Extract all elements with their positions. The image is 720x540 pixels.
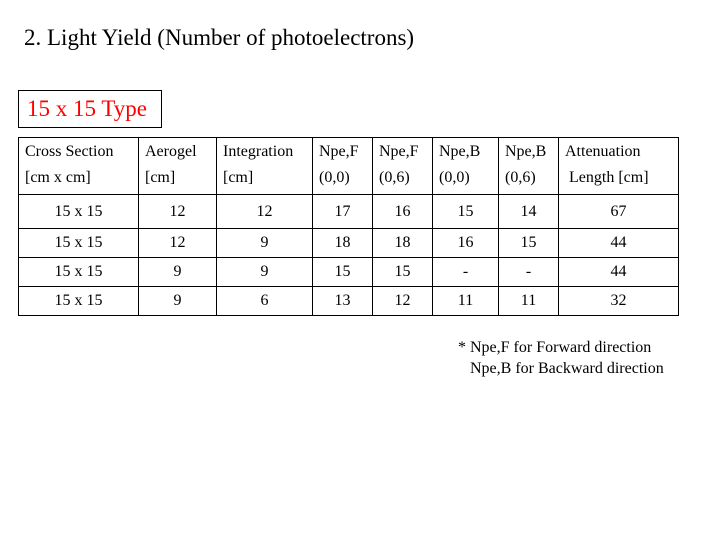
table-cell: 15 x 15: [19, 229, 139, 258]
header-npe-b-00: Npe,B (0,0): [433, 138, 499, 195]
table-cell: 44: [559, 258, 679, 287]
type-label: 15 x 15 Type: [27, 96, 147, 121]
table-cell: 9: [217, 258, 313, 287]
table-cell: 15: [433, 195, 499, 229]
table-cell: 9: [139, 258, 217, 287]
table-cell: 44: [559, 229, 679, 258]
table-cell: 16: [433, 229, 499, 258]
table-row: [19, 195, 679, 229]
table-cell: 18: [313, 229, 373, 258]
header-npe-f-00: Npe,F (0,0): [313, 138, 373, 195]
header-npe-b-06: Npe,B (0,6): [499, 138, 559, 195]
slide-title: 2. Light Yield (Number of photoelectrons): [24, 25, 415, 50]
table-cell: 12: [373, 287, 433, 316]
table-cell: -: [433, 258, 499, 287]
table-row: [19, 287, 679, 316]
type-label-box: [18, 90, 162, 128]
table-row: [19, 258, 679, 287]
table-cell: 16: [373, 195, 433, 229]
table-cell: 15 x 15: [19, 195, 139, 229]
footnote-line-backward: Npe,B for Backward direction: [470, 360, 664, 377]
light-yield-table: [18, 137, 679, 316]
footnote-line-forward: * Npe,F for Forward direction: [458, 339, 652, 356]
table-cell: 18: [373, 229, 433, 258]
table-cell: 9: [217, 229, 313, 258]
table-cell: 15: [373, 258, 433, 287]
table-cell: 11: [499, 287, 559, 316]
footnote: [458, 337, 664, 379]
table-row: [19, 229, 679, 258]
table-cell: -: [499, 258, 559, 287]
table-cell: 15: [313, 258, 373, 287]
table-cell: 6: [217, 287, 313, 316]
table-cell: 11: [433, 287, 499, 316]
table-cell: 67: [559, 195, 679, 229]
table-cell: 17: [313, 195, 373, 229]
header-cross-section: Cross Section [cm x cm]: [19, 138, 139, 195]
table-cell: 9: [139, 287, 217, 316]
table-cell: 14: [499, 195, 559, 229]
table-cell: 15 x 15: [19, 258, 139, 287]
table-cell: 15 x 15: [19, 287, 139, 316]
table-header-row: [19, 138, 679, 195]
header-attenuation-length: Attenuation Length [cm]: [559, 138, 679, 195]
header-aerogel: Aerogel [cm]: [139, 138, 217, 195]
table-cell: 12: [217, 195, 313, 229]
table-cell: 32: [559, 287, 679, 316]
table-cell: 12: [139, 195, 217, 229]
header-integration: Integration [cm]: [217, 138, 313, 195]
table-cell: 15: [499, 229, 559, 258]
table-cell: 12: [139, 229, 217, 258]
header-npe-f-06: Npe,F (0,6): [373, 138, 433, 195]
table-cell: 13: [313, 287, 373, 316]
